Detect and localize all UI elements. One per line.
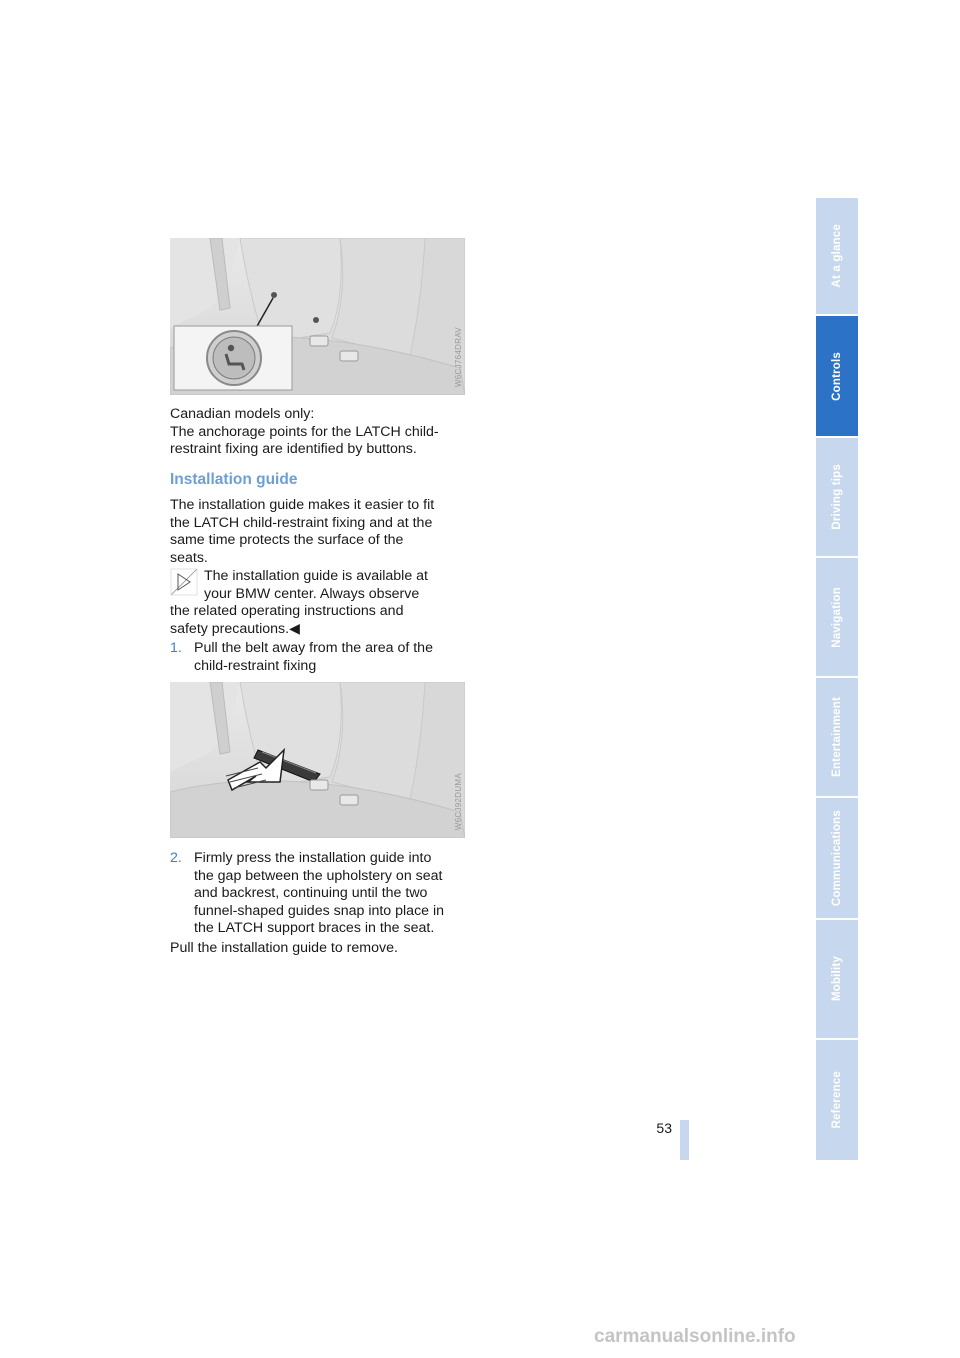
watermark: carmanualsonline.info <box>594 1326 796 1347</box>
intro-text: Canadian models only: The anchorage points for the LATCH child- restraint fixing are identified by buttons. <box>170 406 439 457</box>
figure-code: W6CJ92DUMA <box>454 772 463 830</box>
section-heading: Installation guide <box>170 471 298 488</box>
page-number-bar <box>680 1120 689 1160</box>
tab-communications[interactable]: Communications <box>816 798 858 918</box>
latch-button-illustration <box>170 238 465 395</box>
step-number: 1. <box>170 640 182 656</box>
section-body: The installation guide makes it easier to fit the LATCH child-restraint fixing and at the same time protects the surface of the seats. <box>170 497 435 566</box>
figure-code: W6CJ764DRAV <box>454 326 463 387</box>
tab-mobility[interactable]: Mobility <box>816 920 858 1038</box>
note-text-rest: the related operating instructions and safety precautions.◀ <box>170 603 404 637</box>
tab-navigation[interactable]: Navigation <box>816 558 858 676</box>
installation-guide-illustration <box>170 682 465 838</box>
tab-reference[interactable]: Reference <box>816 1040 858 1160</box>
note-arrow-icon <box>170 568 198 596</box>
page-number: 53 <box>656 1120 672 1136</box>
note-text-first: The installation guide is available at your BMW center. Always observe <box>204 568 428 602</box>
tab-at-a-glance[interactable]: At a glance <box>816 198 858 314</box>
step-number: 2. <box>170 850 182 866</box>
tab-controls[interactable]: Controls <box>816 316 858 436</box>
closing-text: Pull the installation guide to remove. <box>170 940 398 956</box>
tab-driving-tips[interactable]: Driving tips <box>816 438 858 556</box>
tab-entertainment[interactable]: Entertainment <box>816 678 858 796</box>
